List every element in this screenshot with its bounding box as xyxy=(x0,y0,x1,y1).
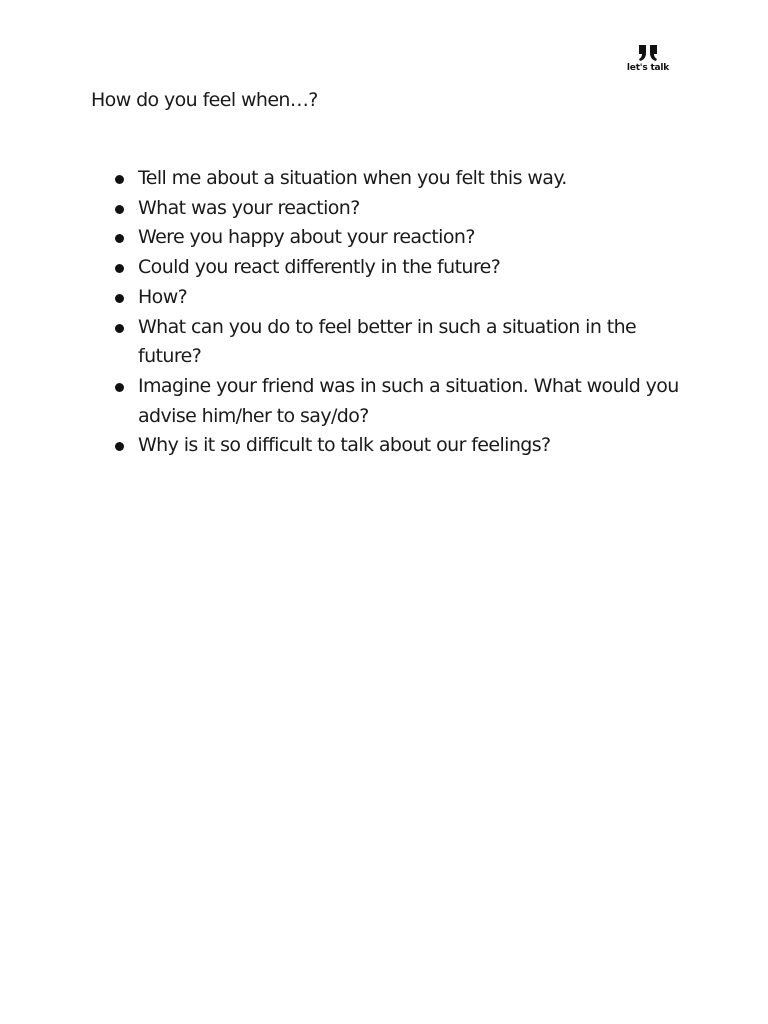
list-item xyxy=(112,253,682,283)
list-item xyxy=(112,313,682,372)
bullet-icon xyxy=(115,442,124,451)
list-item-text: Could you react differently in the future? xyxy=(138,256,501,279)
lets-talk-logo xyxy=(624,44,672,78)
bullet-icon xyxy=(115,234,124,243)
list-item xyxy=(112,164,682,194)
list-item xyxy=(112,372,682,431)
logo-text: let's talk xyxy=(626,63,670,73)
list-item xyxy=(112,194,682,224)
list-item-text: How? xyxy=(138,285,188,308)
bullet-icon xyxy=(115,294,124,303)
list-item-text: Were you happy about your reaction? xyxy=(138,226,475,249)
list-item-text: Tell me about a situation when you felt this way. xyxy=(138,167,567,189)
bullet-icon xyxy=(115,205,124,214)
list-item-text: What can you do to feel better in such a situation in the future? xyxy=(138,315,637,368)
list-item-text: Imagine your friend was in such a situation. What would you advise him/her to say/do? xyxy=(138,374,679,427)
speech-quote-marks-icon xyxy=(636,44,660,62)
bullet-icon xyxy=(115,324,124,333)
question-list xyxy=(112,164,682,461)
bullet-icon xyxy=(115,264,124,273)
list-item xyxy=(112,283,682,313)
list-item-text: What was your reaction? xyxy=(138,196,360,219)
list-item xyxy=(112,431,682,461)
page-title: How do you feel when…? xyxy=(91,89,318,111)
bullet-icon xyxy=(115,175,124,184)
list-item xyxy=(112,223,682,253)
list-item-text: Why is it so difficult to talk about our feelings? xyxy=(138,434,551,457)
bullet-icon xyxy=(115,383,124,392)
